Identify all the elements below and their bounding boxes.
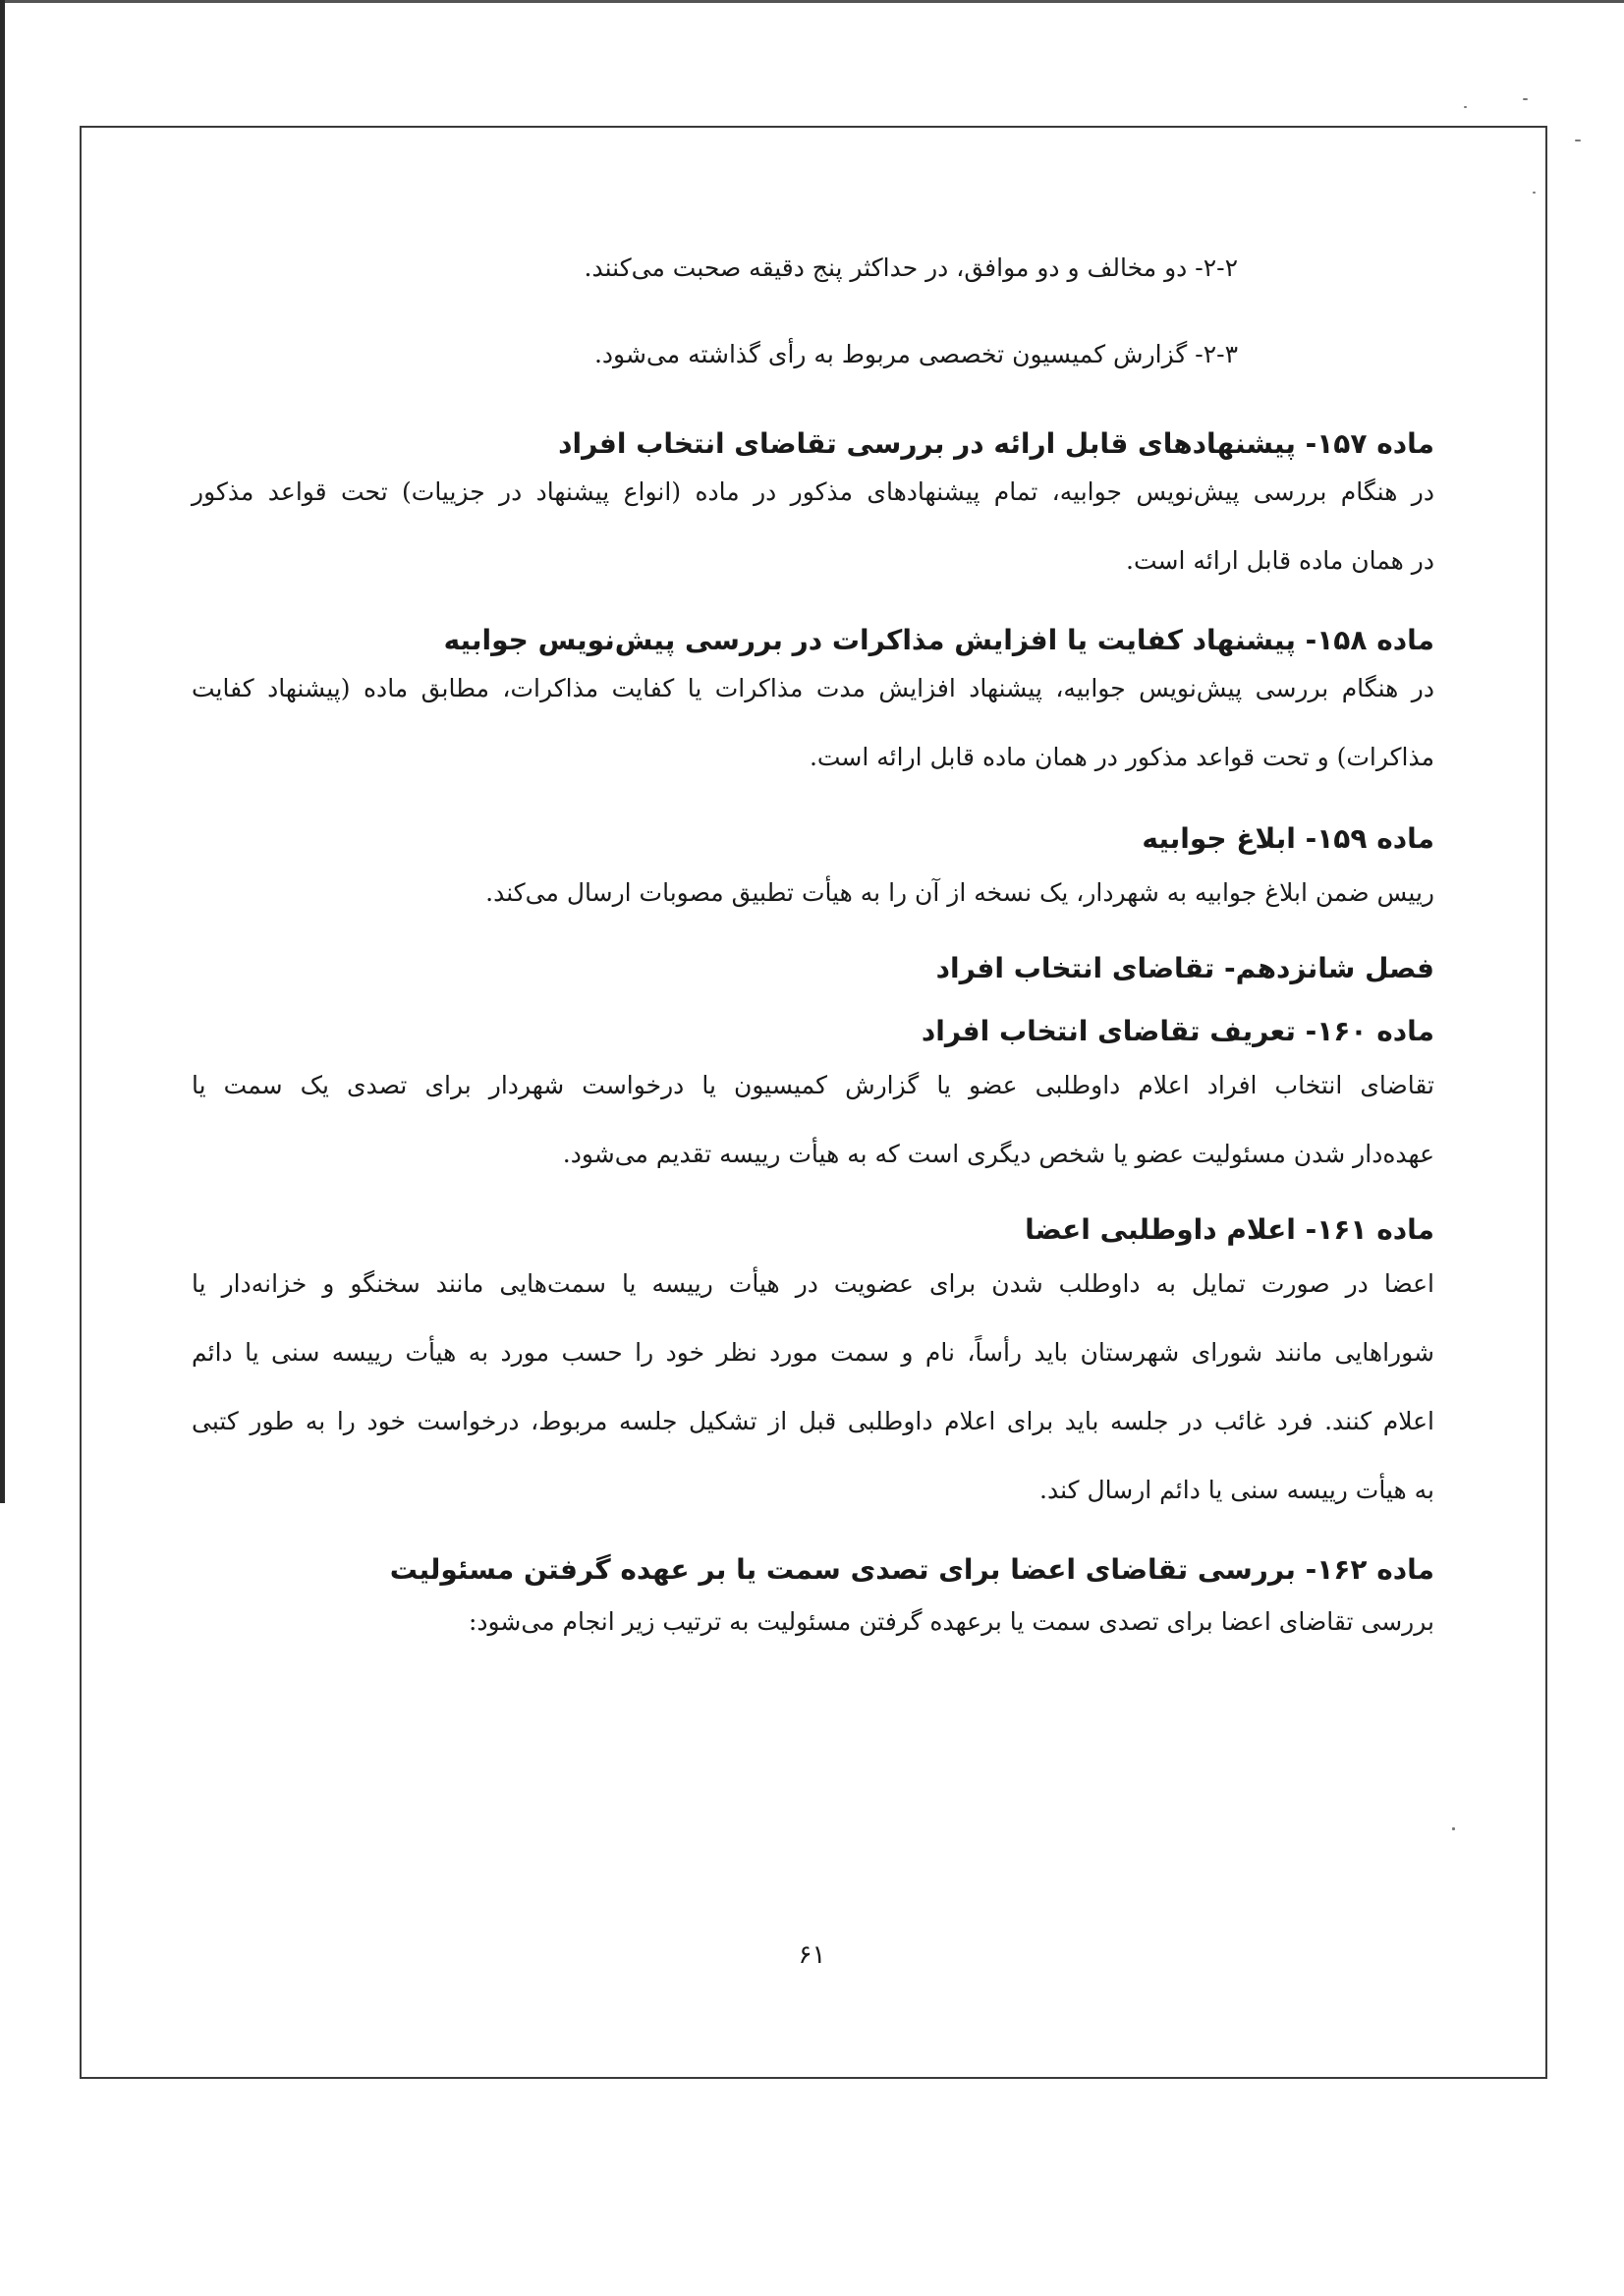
article-157-body <box>192 470 1434 584</box>
item-2-2: ۲-۲- دو مخالف و دو موافق، در حداکثر پنج دقیقه صحبت می‌کنند. <box>584 253 1238 282</box>
article-160-body <box>192 1063 1434 1177</box>
article-157-line-1: در هنگام بررسی پیش‌نویس جوابیه، تمام پیشنهادهای مذکور در ماده (انواع پیشنهاد در جزییات) تحت قواعد مذکور <box>192 477 1434 506</box>
article-159-line-1: رییس ضمن ابلاغ جوابیه به شهردار، یک نسخه از آن را به هیأت تطبیق مصوبات ارسال می‌کند. <box>485 878 1434 907</box>
scan-speck <box>1464 106 1467 108</box>
article-161-line-2: شوراهایی مانند شورای شهرستان باید رأساً، نام و سمت مورد نظر خود را حسب مورد به هیأت رییسه سنی یا دائم <box>192 1338 1434 1367</box>
article-160-title: ماده ۱۶۰- تعریف تقاضای انتخاب افراد <box>921 1015 1434 1047</box>
article-161-line-3: اعلام کنند. فرد غائب در جلسه باید برای اعلام داوطلبی قبل از تشکیل جلسه مربوط، درخواست خود را به طور کتبی <box>192 1407 1434 1435</box>
article-157-line-2: در همان ماده قابل ارائه است. <box>1126 546 1434 575</box>
scan-edge-top <box>0 0 1624 3</box>
article-162-line-1: بررسی تقاضای اعضا برای تصدی سمت یا برعهده گرفتن مسئولیت به ترتیب زیر انجام می‌شود: <box>468 1607 1434 1636</box>
article-159-title: ماده ۱۵۹- ابلاغ جوابیه <box>1142 822 1434 855</box>
item-2-3: ۲-۳- گزارش کمیسیون تخصصی مربوط به رأی گذاشته می‌شود. <box>593 340 1238 368</box>
article-162-title: ماده ۱۶۲- بررسی تقاضای اعضا برای تصدی سمت یا بر عهده گرفتن مسئولیت <box>389 1553 1434 1586</box>
scan-speck <box>1575 140 1581 141</box>
article-158-line-2: مذاکرات) و تحت قواعد مذکور در همان ماده قابل ارائه است. <box>809 743 1434 771</box>
article-160-line-1: تقاضای انتخاب افراد اعلام داوطلبی عضو یا گزارش کمیسیون یا درخواست شهردار برای تصدی یک سمت یا <box>192 1071 1434 1099</box>
article-158-body <box>192 666 1434 780</box>
article-157-title: ماده ۱۵۷- پیشنهادهای قابل ارائه در بررسی تقاضای انتخاب افراد <box>558 427 1434 460</box>
page-content <box>192 246 1434 1645</box>
article-161-line-1: اعضا در صورت تمایل به داوطلب شدن برای عضویت در هیأت رییسه یا سمت‌هایی مانند سخنگو و خزانه‌دار یا <box>192 1269 1434 1298</box>
article-161-body <box>192 1261 1434 1513</box>
article-158-title: ماده ۱۵۸- پیشنهاد کفایت یا افزایش مذاکرات در بررسی پیش‌نویس جوابیه <box>443 624 1434 656</box>
article-158-line-1: در هنگام بررسی پیش‌نویس جوابیه، پیشنهاد افزایش مدت مذاکرات یا کفایت مذاکرات، مطابق ماده (پیشنهاد کفایت <box>192 674 1434 702</box>
article-160-line-2: عهده‌دار شدن مسئولیت عضو یا شخص دیگری است که به هیأت رییسه تقدیم می‌شود. <box>562 1140 1434 1168</box>
article-162-body <box>192 1599 1434 1645</box>
chapter-16-title: فصل شانزدهم- تقاضای انتخاب افراد <box>935 952 1434 984</box>
article-161-title: ماده ۱۶۱- اعلام داوطلبی اعضا <box>1025 1213 1434 1246</box>
article-161-line-4: به هیأت رییسه سنی یا دائم ارسال کند. <box>1039 1476 1434 1504</box>
page-number: ۶۱ <box>798 1940 826 1970</box>
article-159-body <box>192 870 1434 916</box>
scan-edge-left <box>0 0 5 1503</box>
scan-speck <box>1523 98 1528 100</box>
